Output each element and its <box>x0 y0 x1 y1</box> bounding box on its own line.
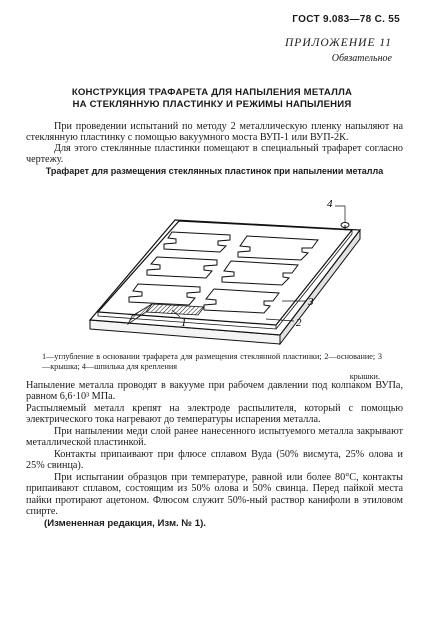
callout-1: 1 <box>181 317 187 329</box>
caption-end: крышки. <box>349 372 380 381</box>
appendix-status: Обязательное <box>331 53 392 64</box>
section-title-line-2: НА СТЕКЛЯННУЮ ПЛАСТИНКУ И РЕЖИМЫ НАПЫЛЕНИЯ <box>72 99 352 110</box>
callout-4: 4 <box>327 198 333 210</box>
stencil-lid <box>98 221 352 325</box>
body-paragraph-4: Контакты припаивают при флюсе сплавом Вуда (50% висмута, 25% олова и 25% свинца). <box>26 449 403 472</box>
section-title-line-1: КОНСТРУКЦИЯ ТРАФАРЕТА ДЛЯ НАПЫЛЕНИЯ МЕТАЛЛА <box>71 87 353 98</box>
intro-paragraph-1: При проведении испытаний по методу 2 металлическую пленку напыляют на стеклянную пластинку с помощью вакуумного моста ВУП-1 или ВУП-2К. <box>26 121 403 144</box>
body-paragraph-1: Напыление металла проводят в вакууме при рабочем давлении под колпаком ВУПа, равном 6,6·10³ МПа. <box>26 380 403 403</box>
figure-caption <box>42 352 382 382</box>
callout-3: 3 <box>308 296 314 308</box>
caption-main: 1—углубление в основании трафарета для размещения стеклянной пластинки; 2—основание; 3—крышка; 4—шпилька для крепления <box>42 352 382 371</box>
body-paragraph-2: Распыляемый металл крепят на электроде распылителя, который с помощью электрического тока нагревают до температуры испарения металла. <box>26 403 403 426</box>
appendix-title: ПРИЛОЖЕНИЕ 11 <box>284 37 392 49</box>
stencil-drawing <box>80 192 380 347</box>
body-paragraph-5: При испытании образцов при температуре, равной или более 80°С, контакты припаивают сплавом, состоящим из 50% олова и 50% свинца. Перед пайкой места пайки протирают ацетоном. Флюсом служит 50%-ный раствор канифоли в этиловом спирте. <box>26 472 403 517</box>
callout-2: 2 <box>296 317 302 329</box>
figure-title: Трафарет для размещения стеклянных пластинок при напылении металла <box>45 166 384 176</box>
amendment-note: (Измененная редакция, Изм. № 1). <box>44 518 206 529</box>
section-title <box>60 87 364 111</box>
intro-paragraph-2: Для этого стеклянные пластинки помещают в специальный трафарет согласно чертежу. <box>26 143 403 166</box>
page-header: ГОСТ 9.083—78 С. 55 <box>292 14 400 25</box>
body-paragraph-3: При напылении меди слой ранее нанесенного испытуемого металла закрывают металлической пластинкой. <box>26 426 403 449</box>
